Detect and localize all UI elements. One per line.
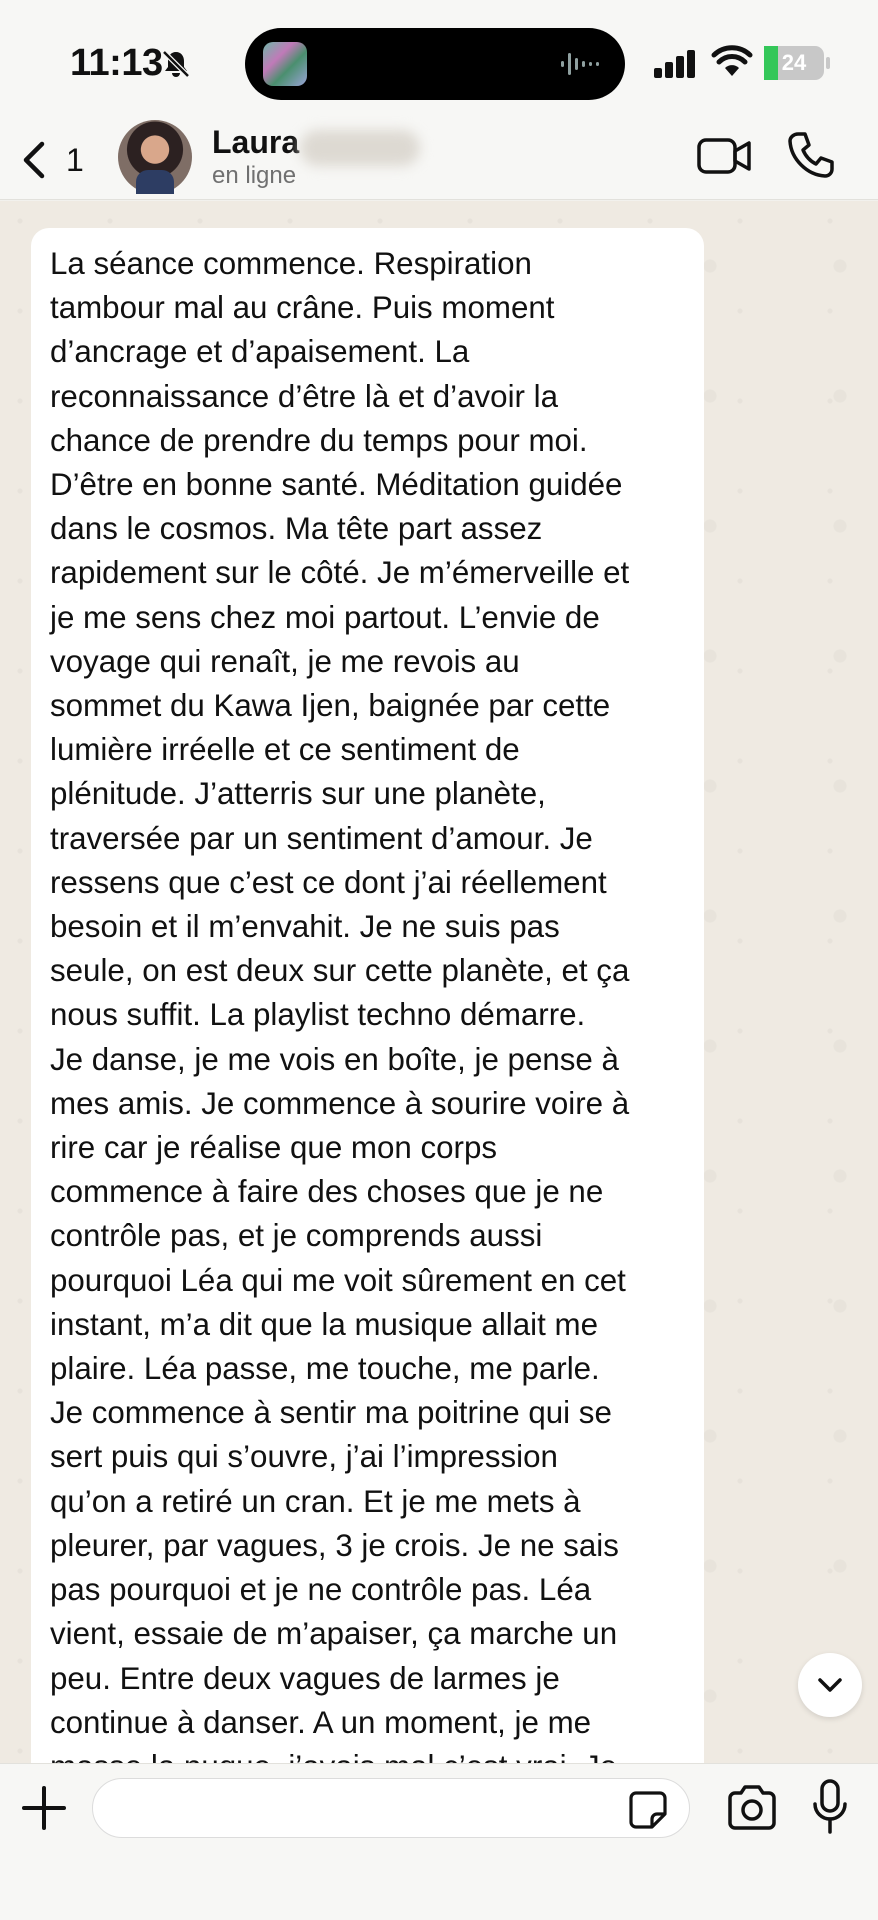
now-playing-artwork (263, 42, 307, 86)
message-input[interactable] (92, 1778, 690, 1838)
back-button[interactable] (18, 132, 88, 188)
audio-waveform-icon (559, 50, 605, 78)
signal-bars-icon (652, 48, 698, 80)
unread-count: 1 (66, 142, 84, 178)
redacted-surname (300, 130, 420, 166)
chevron-left-icon (18, 140, 50, 180)
status-time: 11:13 (70, 42, 163, 84)
battery-charging-icon (764, 46, 830, 80)
chevron-down-icon (816, 1673, 844, 1697)
message-text: La séance commence. Respiration tambour mal au crâne. Puis moment d’ancrage et d’apaisement. La reconnaissance d’être là et d’avoir la chance de prendre du temps pour moi. D’être en bonne santé. Méditation guidée dans le cosmos. Ma tête part assez rapidement sur le côté. Je m’émerveille et je me sens chez moi partout. L’envie de voyage qui renaît, je me revois au sommet du Kawa Ijen, baignée par cette lumière irréelle et ce sentiment de plénitude. J’atterris sur une planète, traversée par un sentiment d’amour. Je ressens que c’est ce dont j’ai réellement besoin et il m’envahit. Je ne suis pas seule, on est deux sur cette planète, et ça nous suffit. La playlist techno démarre. Je danse, je me vois en boîte, je pense à mes amis. Je commence à sourire voire à rire car je réalise que mon corps commence à faire des choses que je ne contrôle pas, et je comprends aussi pourquoi Léa qui me voit sûrement en cet instant, m’a dit que la musique allait me plaire. Léa passe, me touche, me parle. Je commence à sentir ma poitrine qui se sert puis qui s’ouvre, j’ai l’impression qu’on a retiré un cran. Et je me mets à pleurer, par vagues, 3 je crois. Je ne sais pas pourquoi et je ne contrôle pas. Léa vient, essaie de m’apaiser, ça marche un peu. Entre deux vagues de larmes je continue à danser. A un moment, je me (50, 246, 630, 1740)
microphone-icon[interactable] (812, 1778, 848, 1836)
phone-icon[interactable] (786, 130, 836, 180)
contact-status: en ligne (212, 162, 297, 189)
sticker-icon[interactable] (628, 1790, 668, 1830)
chat-header (0, 120, 878, 200)
scroll-to-bottom-button[interactable] (798, 1653, 862, 1717)
composer-bar (0, 1763, 878, 1920)
chat-area[interactable] (0, 201, 878, 1763)
dynamic-island[interactable] (245, 28, 625, 100)
video-camera-icon[interactable] (696, 134, 752, 178)
status-bar (0, 0, 878, 120)
contact-name[interactable]: Laura (212, 124, 300, 160)
wifi-icon (712, 46, 752, 78)
battery-percent: 24 (781, 50, 807, 75)
contact-avatar[interactable] (118, 120, 192, 194)
camera-icon[interactable] (726, 1784, 778, 1832)
plus-icon[interactable] (20, 1784, 68, 1832)
bell-slash-icon (160, 48, 192, 80)
message-bubble[interactable] (31, 228, 704, 1788)
